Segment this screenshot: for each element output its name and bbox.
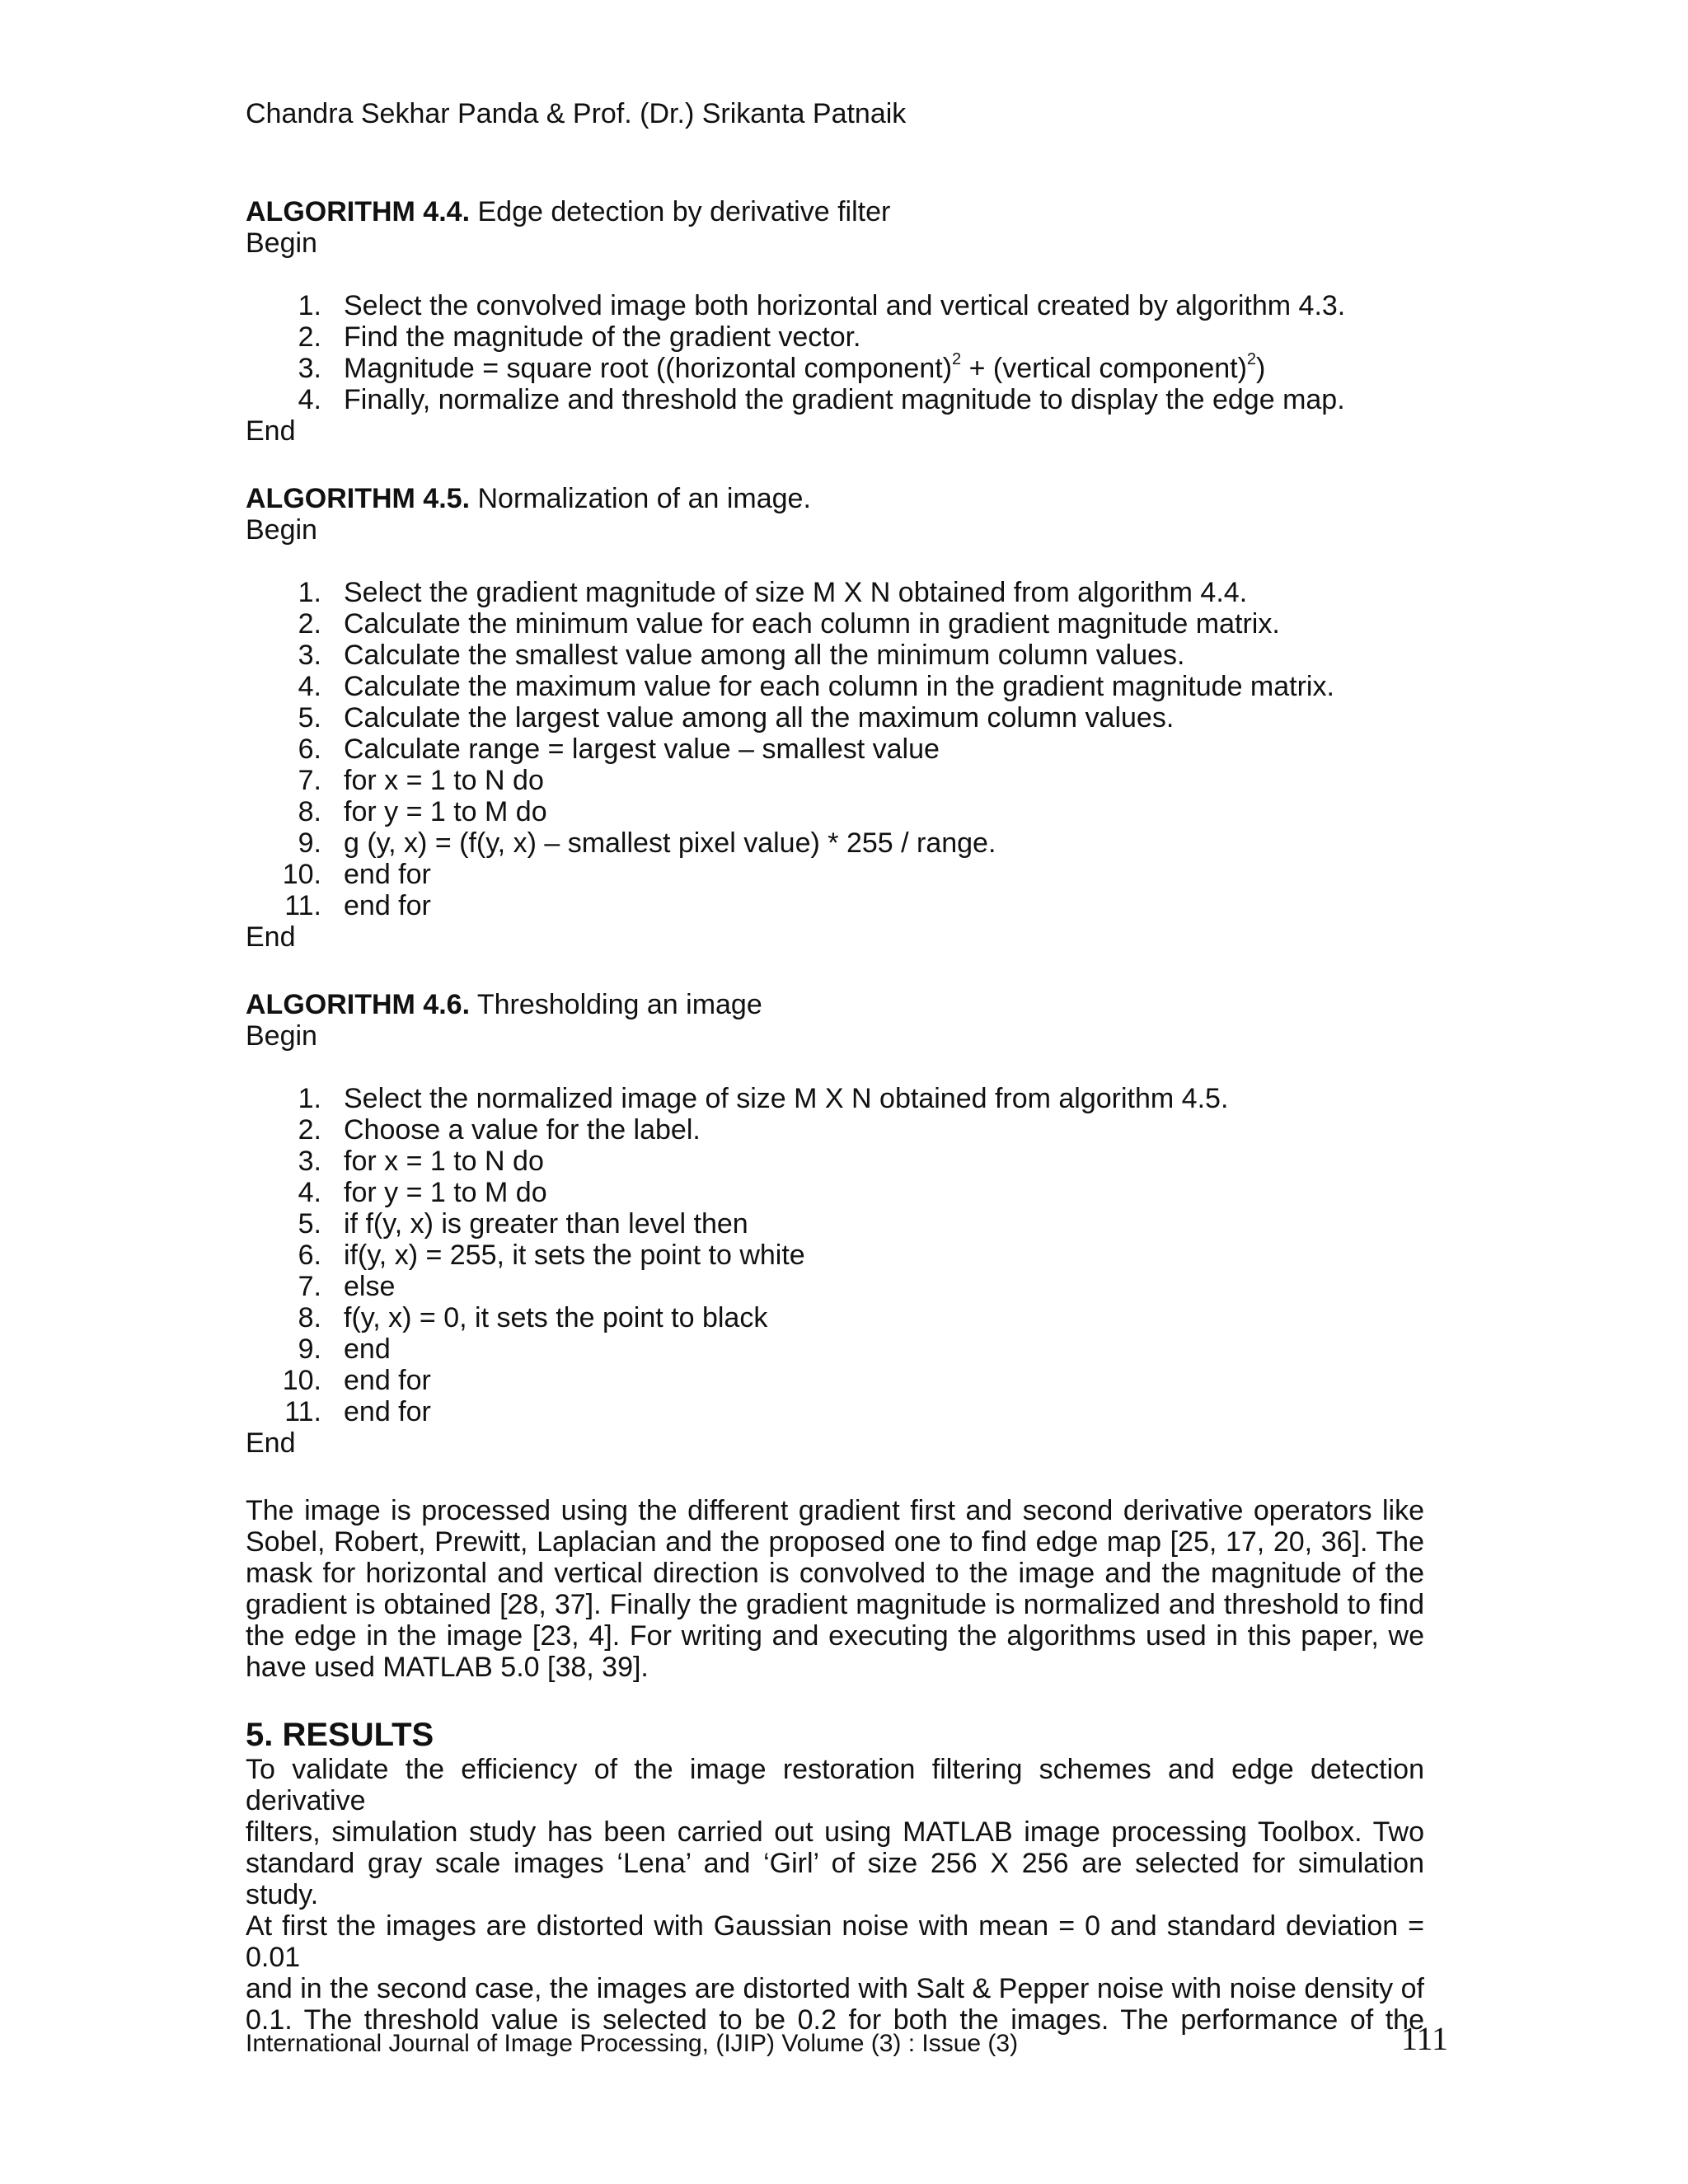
algorithm-begin: Begin <box>246 1020 317 1052</box>
algorithm-step: 1. Select the convolved image both horizontal and vertical created by algorithm 4.3. <box>298 290 1346 321</box>
paragraph-line: and in the second case, the images are distorted with Salt & Pepper noise with noise density of <box>246 1973 1424 2004</box>
step-number: 11. <box>284 890 321 921</box>
step-number: 10. <box>282 1365 321 1396</box>
step-text: end for <box>344 859 431 890</box>
step-number: 7. <box>298 1271 321 1302</box>
paragraph-line: Sobel, Robert, Prewitt, Laplacian and the proposed one to find edge map [25, 17, 20, 36]. The <box>246 1526 1424 1558</box>
paragraph-line: To validate the efficiency of the image restoration filtering schemes and edge detection derivative <box>246 1754 1424 1816</box>
algorithm-end: End <box>246 921 296 953</box>
algorithm-step <box>246 765 1334 796</box>
step-text: f(y, x) = 0, it sets the point to black <box>344 1302 768 1333</box>
algorithm-label: ALGORITHM 4.5. <box>246 483 471 514</box>
paragraph-line: At first the images are distorted with Gaussian noise with mean = 0 and standard deviation = 0.01 <box>246 1910 1424 1973</box>
algorithm-step <box>246 1177 1228 1208</box>
step-number: 11. <box>284 1396 321 1427</box>
algorithm-title <box>246 483 1334 514</box>
step-text: for y = 1 to M do <box>344 1177 547 1208</box>
section-heading-results: 5. RESULTS <box>246 1717 434 1753</box>
algorithm-title-text: Normalization of an image. <box>470 483 811 514</box>
page-number: 111 <box>1401 2020 1449 2057</box>
step-text: Select the gradient magnitude of size M X N obtained from algorithm 4.4. <box>344 577 1248 608</box>
step-number: 9. <box>298 827 321 859</box>
paragraph-line: standard gray scale images ‘Lena’ and ‘Girl’ of size 256 X 256 are selected for simulation study. <box>246 1848 1424 1910</box>
algorithm-title <box>246 989 1228 1020</box>
step-text: Choose a value for the label. <box>344 1114 701 1146</box>
step-number: 2. <box>298 1114 321 1146</box>
paragraph-line: 0.1. The threshold value is selected to be 0.2 for both the images. The performance of the <box>246 2004 1424 2036</box>
algorithm-step-magnitude: 3. Magnitude = square root ((horizontal component)$^2$ + (vertical component)$^2$) <box>298 350 1266 384</box>
algorithm-steps <box>246 290 1345 415</box>
algorithm-step <box>246 1114 1228 1146</box>
algorithm-title <box>246 196 1345 227</box>
algorithm-step <box>246 1208 1228 1240</box>
step-text: end <box>344 1333 391 1365</box>
algorithm-step <box>246 1333 1228 1365</box>
step-number: 10. <box>282 859 321 890</box>
algorithm-title-text: Edge detection by derivative filter <box>470 196 891 227</box>
footer-journal: International Journal of Image Processing, (IJIP) Volume (3) : Issue (3) <box>246 2030 1019 2057</box>
algorithm-begin: Begin <box>246 514 317 546</box>
paragraph-line: mask for horizontal and vertical direction is convolved to the image and the magnitude of the <box>246 1558 1424 1589</box>
step-number: 7. <box>298 765 321 796</box>
algorithm-step <box>246 859 1334 890</box>
body-paragraph-2 <box>246 1754 1424 2036</box>
algorithm-title-text: Thresholding an image <box>470 989 762 1020</box>
algorithm-step <box>246 796 1334 827</box>
step-number: 8. <box>298 796 321 827</box>
algorithm-steps <box>246 1083 1228 1427</box>
algorithm-step <box>246 1271 1228 1302</box>
step-number: 6. <box>298 733 321 765</box>
algorithm-step <box>246 1302 1228 1333</box>
step-number: 2. <box>298 608 321 640</box>
algorithm-4-4 <box>246 196 1345 447</box>
step-number: 4. <box>298 1177 321 1208</box>
step-text: Calculate the smallest value among all the minimum column values. <box>344 640 1185 671</box>
algorithm-steps <box>246 577 1334 921</box>
step-number: 4. <box>298 671 321 702</box>
algorithm-end: End <box>246 415 296 447</box>
step-number: 3. <box>298 640 321 671</box>
step-text: end for <box>344 890 431 921</box>
step-number: 5. <box>298 702 321 733</box>
step-number: 1. <box>298 577 321 608</box>
paragraph-line: the edge in the image [23, 4]. For writing and executing the algorithms used in this paper, we <box>246 1620 1424 1652</box>
step-text: g (y, x) = (f(y, x) – smallest pixel value) * 255 / range. <box>344 827 996 859</box>
step-number: 1. <box>298 1083 321 1114</box>
step-number: 9. <box>298 1333 321 1365</box>
step-text: Calculate the maximum value for each column in the gradient magnitude matrix. <box>344 671 1334 702</box>
algorithm-step <box>246 1083 1228 1114</box>
algorithm-4-6 <box>246 989 1228 1459</box>
step-text: else <box>344 1271 396 1302</box>
paragraph-line: have used MATLAB 5.0 [38, 39]. <box>246 1652 649 1683</box>
algorithm-step <box>246 577 1334 608</box>
step-number: 3. <box>298 1146 321 1177</box>
step-text: Select the normalized image of size M X N obtained from algorithm 4.5. <box>344 1083 1229 1114</box>
step-text: Calculate range = largest value – smallest value <box>344 733 940 765</box>
step-text: Calculate the minimum value for each column in gradient magnitude matrix. <box>344 608 1280 640</box>
step-number: 8. <box>298 1302 321 1333</box>
step-text: end for <box>344 1365 431 1396</box>
algorithm-begin: Begin <box>246 227 317 259</box>
step-text: Calculate the largest value among all the maximum column values. <box>344 702 1175 733</box>
algorithm-step <box>246 1240 1228 1271</box>
algorithm-step <box>246 733 1334 765</box>
paragraph-line: filters, simulation study has been carried out using MATLAB image processing Toolbox. Two <box>246 1816 1424 1848</box>
step-text: if(y, x) = 255, it sets the point to white <box>344 1240 805 1271</box>
algorithm-step <box>246 702 1334 733</box>
paragraph-line: gradient is obtained [28, 37]. Finally the gradient magnitude is normalized and threshold to find <box>246 1589 1424 1620</box>
body-paragraph-1 <box>246 1495 1424 1683</box>
algorithm-step <box>246 1146 1228 1177</box>
algorithm-end: End <box>246 1427 296 1459</box>
step-number: 6. <box>298 1240 321 1271</box>
algorithm-label: ALGORITHM 4.6. <box>246 989 471 1020</box>
algorithm-step <box>246 1396 1228 1427</box>
algorithm-label: ALGORITHM 4.4. <box>246 196 471 227</box>
running-header-authors: Chandra Sekhar Panda & Prof. (Dr.) Srikanta Patnaik <box>246 98 907 129</box>
algorithm-4-5 <box>246 483 1334 953</box>
algorithm-step <box>246 890 1334 921</box>
algorithm-step <box>246 1365 1228 1396</box>
step-text: end for <box>344 1396 431 1427</box>
algorithm-step <box>246 608 1334 640</box>
algorithm-step <box>246 671 1334 702</box>
step-text: if f(y, x) is greater than level then <box>344 1208 748 1240</box>
algorithm-step <box>246 827 1334 859</box>
algorithm-step: 2. Find the magnitude of the gradient vector. <box>298 321 861 353</box>
algorithm-step <box>246 640 1334 671</box>
step-text: for x = 1 to N do <box>344 765 544 796</box>
step-text: for x = 1 to N do <box>344 1146 544 1177</box>
algorithm-step: 4. Finally, normalize and threshold the gradient magnitude to display the edge map. <box>298 384 1345 415</box>
step-text: for y = 1 to M do <box>344 796 547 827</box>
paragraph-line: The image is processed using the different gradient first and second derivative operators like <box>246 1495 1424 1526</box>
step-number: 5. <box>298 1208 321 1240</box>
